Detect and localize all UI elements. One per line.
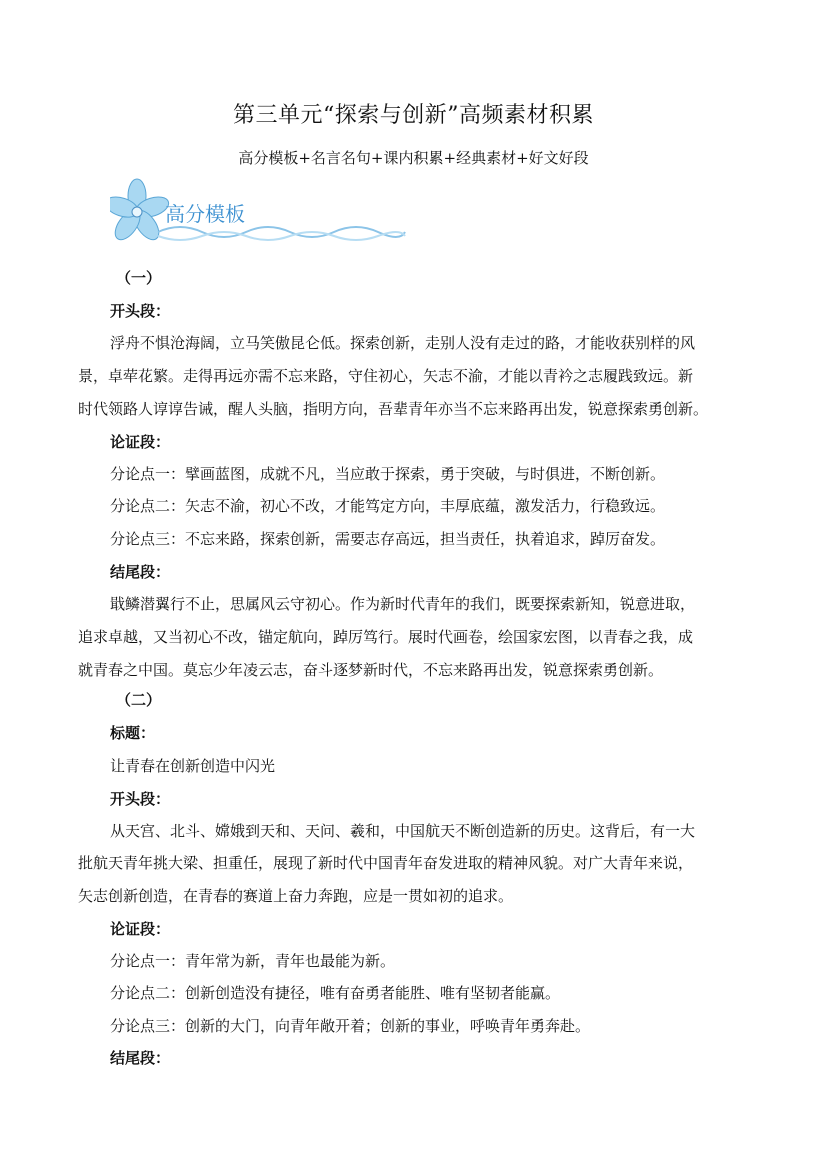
- opening-heading-1: 开头段：: [110, 302, 171, 320]
- opening-line: 浮舟不惧沧海阔，立马笑傲昆仑低。探索创新，走别人没有走过的路，才能收获别样的风: [110, 334, 696, 352]
- opening-line: 矢志创新创造，在青春的赛道上奋力奔跑，应是一贯如初的追求。: [78, 887, 514, 905]
- argument-point: 分论点二：矢志不渝，初心不改，才能笃定方向，丰厚底蕴，激发活力，行稳致远。: [110, 497, 666, 515]
- title-heading-2: 标题：: [110, 724, 156, 742]
- section-number-1: （一）: [116, 269, 162, 287]
- argument-heading-2: 论证段：: [110, 920, 171, 938]
- flower-banner-icon: [110, 178, 410, 246]
- ending-line: 追求卓越，又当初心不改，锚定航向，踔厉笃行。展时代画卷，绘国家宏图，以青春之我，成: [78, 628, 694, 646]
- argument-heading-1: 论证段：: [110, 433, 171, 451]
- argument-point: 分论点二：创新创造没有捷径，唯有奋勇者能胜、唯有坚韧者能赢。: [110, 984, 561, 1002]
- opening-line: 从天宫、北斗、嫦娥到天和、天问、羲和，中国航天不断创造新的历史。这背后，有一大: [110, 822, 696, 840]
- page-subtitle: 高分模板+名言名句+课内积累+经典素材+好文好段: [238, 149, 589, 167]
- opening-line: 景，卓荦花繁。走得再远亦需不忘来路，守住初心，矢志不渝，才能以青衿之志履践致远。新: [78, 367, 694, 385]
- banner-label: 高分模板: [165, 202, 245, 226]
- ending-line: 就青春之中国。莫忘少年凌云志，奋斗逐梦新时代，不忘来路再出发，锐意探索勇创新。: [78, 661, 664, 679]
- argument-point: 分论点一：擘画蓝图，成就不凡，当应敢于探索，勇于突破，与时俱进，不断创新。: [110, 465, 666, 483]
- ending-heading-2: 结尾段：: [110, 1049, 171, 1067]
- page-title: 第三单元“探索与创新”高频素材积累: [233, 103, 594, 128]
- opening-line: 时代领路人谆谆告诫，醒人头脑，指明方向，吾辈青年亦当不忘来路再出发，锐意探索勇创新。: [78, 400, 709, 418]
- argument-point: 分论点一：青年常为新，青年也最能为新。: [110, 952, 396, 970]
- argument-point: 分论点三：创新的大门，向青年敞开着；创新的事业，呼唤青年勇奔赴。: [110, 1017, 591, 1035]
- argument-point: 分论点三：不忘来路，探索创新，需要志存高远，担当责任，执着追求，踔厉奋发。: [110, 530, 666, 548]
- opening-line: 批航天青年挑大梁、担重任，展现了新时代中国青年奋发进取的精神风貌。对广大青年来说，: [78, 854, 694, 872]
- ending-heading-1: 结尾段：: [110, 563, 171, 581]
- essay-title: 让青春在创新创造中闪光: [110, 757, 276, 775]
- section-number-2: （二）: [116, 691, 162, 709]
- ending-line: 戢鳞潜翼行不止，思属风云守初心。作为新时代青年的我们，既要探索新知，锐意进取，: [110, 595, 696, 613]
- opening-heading-2: 开头段：: [110, 790, 171, 808]
